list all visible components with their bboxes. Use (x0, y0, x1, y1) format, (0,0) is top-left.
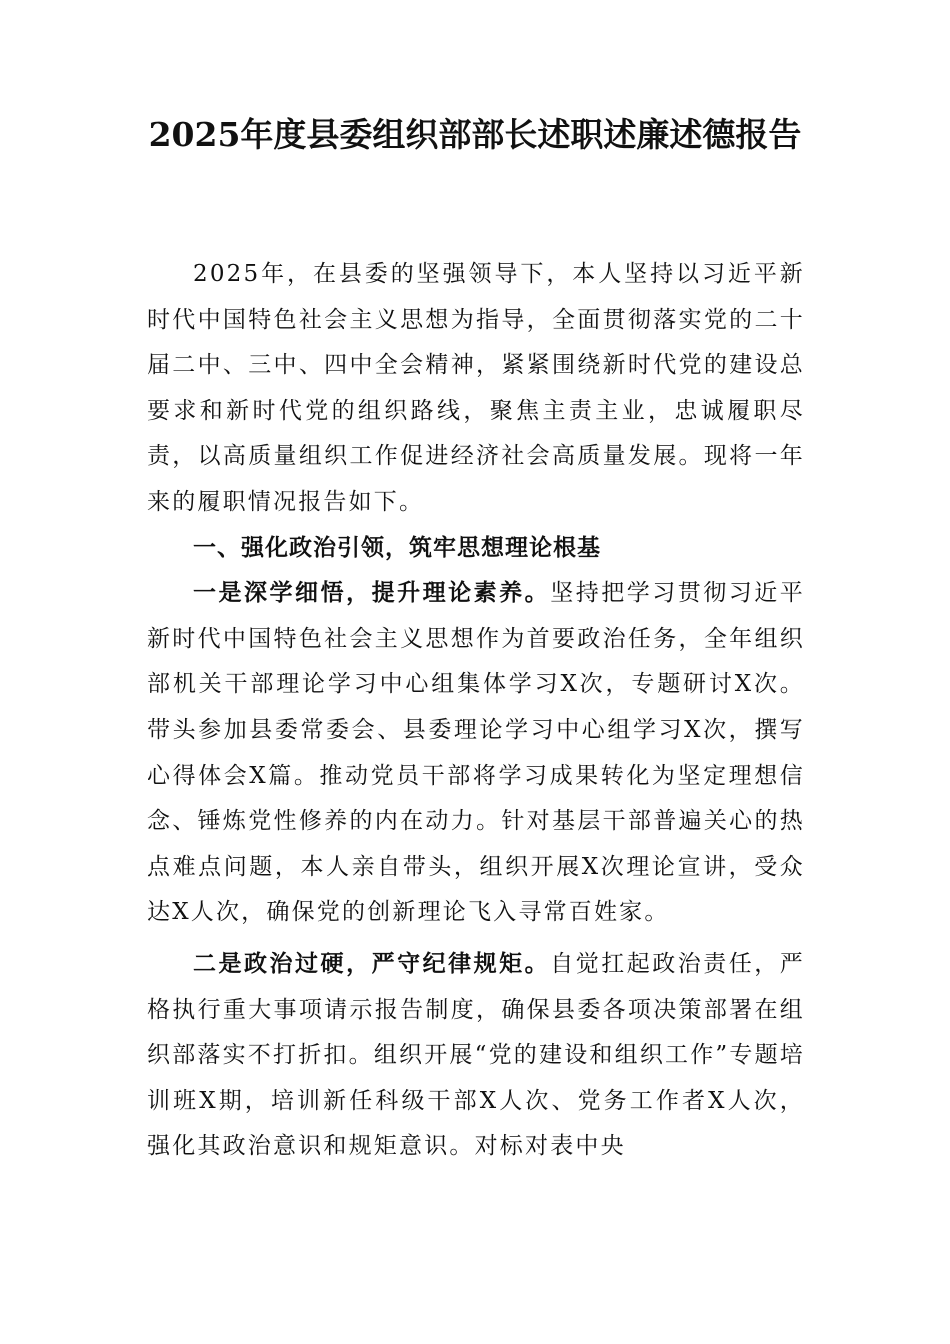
item-text-1: 坚持把学习贯彻习近平新时代中国特色社会主义思想作为首要政治任务，全年组织部机关干部理论学习中心组集体学习X次，专题研讨X次。带头参加县委常委会、县委理论学习中心组学习X次，撰写心得体会X篇。推动党员干部将学习成果转化为坚定理想信念、锤炼党性修养的内在动力。针对基层干部普遍关心的热点难点问题，本人亲自带头，组织开展X次理论宣讲，受众达X人次，确保党的创新理论飞入寻常百姓家。 (147, 580, 805, 926)
item-paragraph-1 (147, 571, 805, 936)
intro-paragraph: 2025年，在县委的坚强领导下，本人坚持以习近平新时代中国特色社会主义思想为指导，全面贯彻落实党的二十届二中、三中、四中全会精神，紧紧围绕新时代党的建设总要求和新时代党的组织路线，聚焦主责主业，忠诚履职尽责，以高质量组织工作促进经济社会高质量发展。现将一年来的履职情况报告如下。 (147, 261, 805, 515)
section-heading-1: 一、强化政治引领，筑牢思想理论根基 (193, 534, 601, 561)
item-paragraph-2 (147, 942, 805, 1170)
item-lead-1: 一是深学细悟，提升理论素养。 (193, 580, 551, 607)
document-body (147, 252, 805, 1170)
document-title: 2025年度县委组织部部长述职述廉述德报告 (148, 115, 802, 154)
item-lead-2: 二是政治过硬，严守纪律规矩。 (193, 950, 551, 977)
item-text-2: 自觉扛起政治责任，严格执行重大事项请示报告制度，确保县委各项决策部署在组织部落实不打折扣。组织开展“党的建设和组织工作”专题培训班X期，培训新任科级干部X人次、党务工作者X人次，强化其政治意识和规矩意识。对标对表中央 (147, 950, 805, 1160)
